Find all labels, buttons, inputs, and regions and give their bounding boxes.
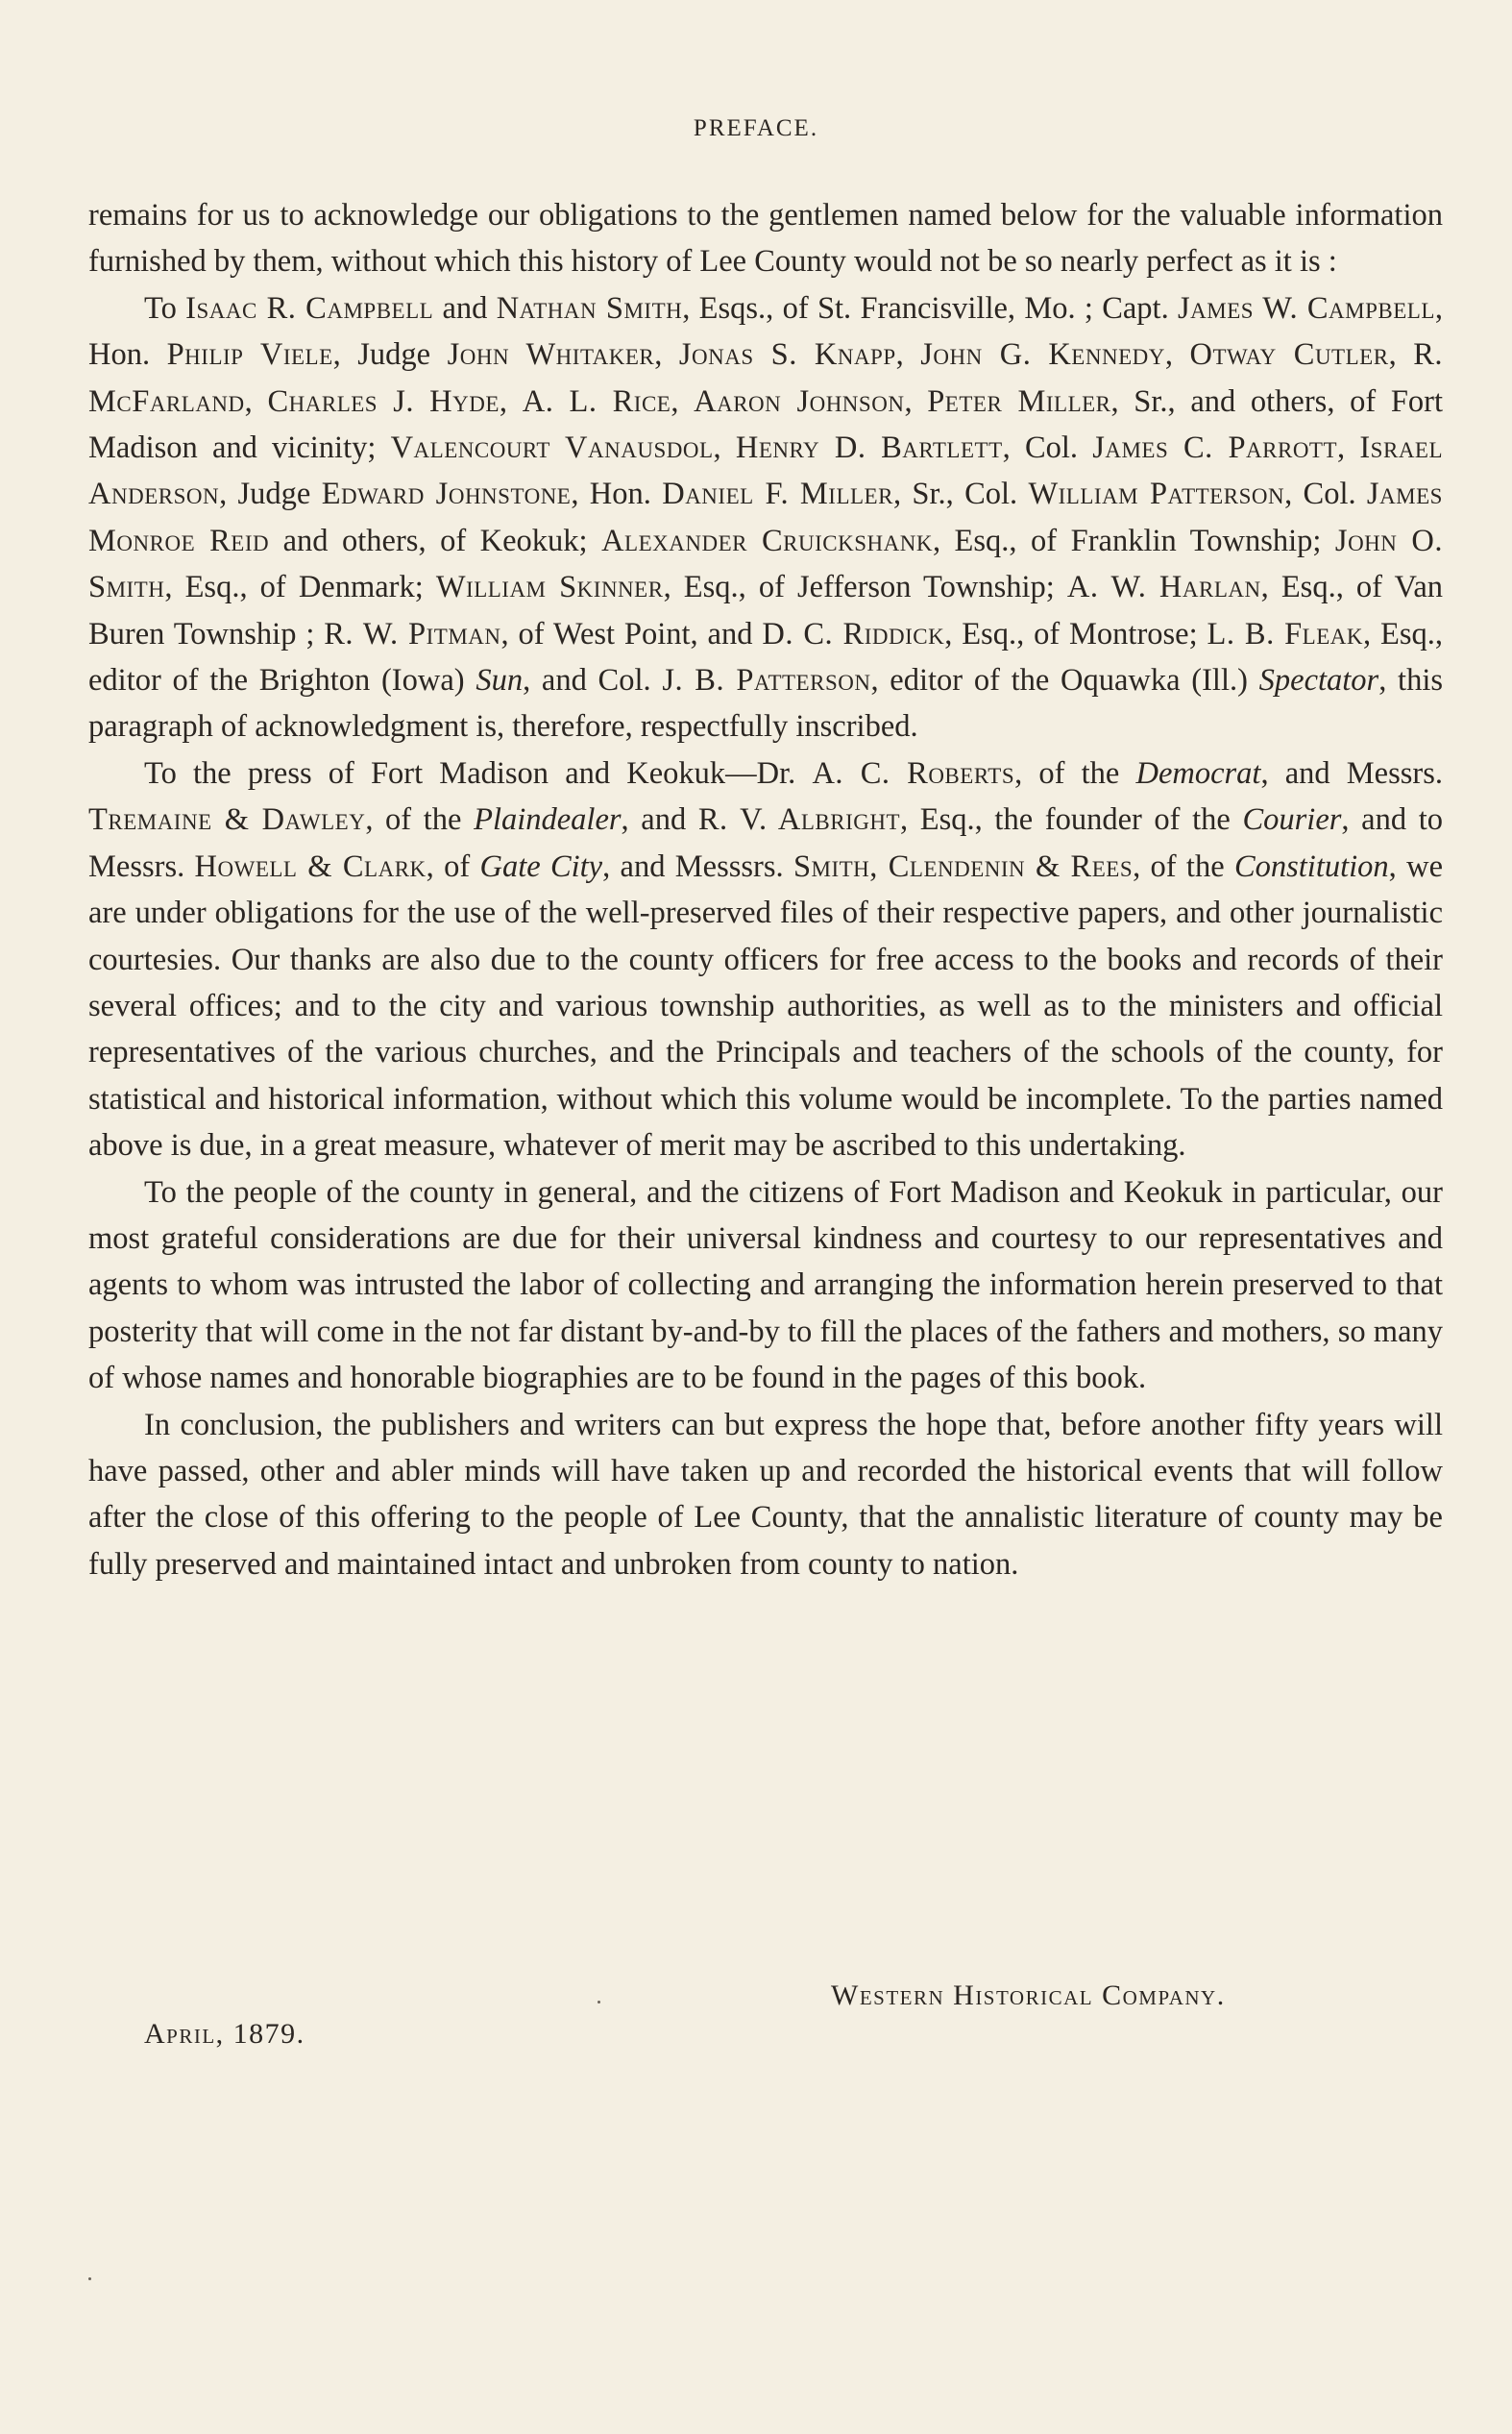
print-speck (88, 2277, 91, 2280)
text-run: To the press of Fort Madison and Keokuk—Dr. (144, 755, 813, 791)
text-run: , Esq., of Van Buren Township ; (88, 570, 1444, 652)
text-run: and (433, 290, 497, 326)
text-run: , Sr., Col. (892, 477, 1029, 512)
text-run: To (144, 290, 186, 326)
text-run: , Sr., and others, of Fort Madison and vicinity; (88, 383, 1444, 466)
preface-body (88, 192, 1443, 1587)
text-run: , Hon. (571, 477, 663, 512)
person-name: Daniel F. Miller (662, 477, 893, 512)
publisher-signature: Western Historical Company. (831, 1979, 1226, 2011)
text-run: , this paragraph of acknowledgment is, therefore, respectfully inscribed. (88, 663, 1443, 745)
text-run: , and Messsrs. (602, 848, 793, 884)
newspaper-title: Courier (1242, 802, 1342, 838)
text-run: , Judge (332, 337, 448, 373)
person-name: Isaac R. Campbell (185, 290, 434, 326)
person-name: Alexander Cruickshank (601, 523, 933, 558)
text-run: In conclusion, the publishers and writers can but express the hope that, before another fifty years will have passed, other and abler minds will have taken up and recorded the historical events that will follow after the close of this offering to the people of Lee County, that the annalistic literature of county may be fully preserved and maintained intact and unbroken from county to nation. (88, 1407, 1443, 1582)
person-name: D. C. Riddick (762, 616, 945, 652)
text-run: , we are under obligations for the use of the well-preserved files of their respective papers, and other journalistic courtesies. Our thanks are also due to the county officers for free access to the books and records of their several offices; and to the city and various township authorities, as well as to the ministers and official representatives of the various churches, and the Principals and teachers of the schools of the county, for statistical and historical information, without which this volume would be incomplete. To the parties named above is due, in a great measure, whatever of merit may be ascribed to this undertaking. (88, 848, 1443, 1164)
person-name: Nathan Smith (496, 290, 683, 326)
text-run: , and Messrs. (1260, 755, 1443, 791)
text-run: , Esq., editor of the Brighton (Iowa) (88, 616, 1443, 699)
paragraph-5 (88, 1402, 1443, 1588)
person-name: Israel Anderson (88, 430, 1444, 512)
person-name: R. V. Albright (697, 802, 901, 838)
text-run: , and (621, 802, 698, 838)
text-run: , Esq., the founder of the (900, 802, 1243, 838)
person-name: Otway Cutler (1189, 337, 1389, 373)
person-name: John O. Smith (88, 523, 1443, 605)
text-run: , (1164, 337, 1190, 373)
text-run: , (499, 383, 523, 419)
person-name: John Whitaker (447, 337, 655, 373)
newspaper-title: Spectator (1258, 663, 1379, 699)
text-run: , of the (1014, 755, 1136, 791)
text-run: , (244, 383, 268, 419)
person-name: L. B. Fleak (1207, 616, 1363, 652)
person-name: R. W. Pitman (324, 616, 501, 652)
person-name: James W. Campbell (1178, 290, 1435, 326)
text-run: , (713, 430, 736, 466)
newspaper-title: Constitution (1233, 848, 1389, 884)
date-line: April, 1879. (144, 2018, 305, 2050)
person-name: J. B. Patterson (662, 663, 871, 699)
person-name: James Monroe Reid (88, 477, 1443, 558)
text-run: , Esq., of Denmark; (164, 570, 436, 605)
newspaper-title: Democrat (1135, 755, 1261, 791)
print-speck (597, 2001, 600, 2004)
text-run: , (654, 337, 679, 373)
person-name: Peter Miller (927, 383, 1111, 419)
paragraph-4 (88, 1169, 1443, 1402)
text-run: , (895, 337, 921, 373)
person-name: Aaron Johnson (694, 383, 905, 419)
text-run: , of (426, 848, 480, 884)
text-run: , (904, 383, 928, 419)
text-run: , editor of the Oquawka (Ill.) (870, 663, 1259, 699)
text-run: , and Col. (523, 663, 663, 699)
person-name: Tremaine & Dawley (88, 802, 366, 838)
person-name: Charles J. Hyde (267, 383, 500, 419)
text-run: , Col. (1002, 430, 1093, 466)
text-run: , Judge (219, 477, 322, 512)
person-name: John G. Kennedy (920, 337, 1165, 373)
person-name: A. L. Rice (522, 383, 671, 419)
text-run: , of West Point, and (500, 616, 763, 652)
person-name: Henry D. Bartlett (735, 430, 1003, 466)
paragraph-text: remains for us to acknowledge our obligations to the gentlemen named below for the valuable information furnished by them, without which this history of Lee County would not be so nearly perfect as it is : (88, 198, 1443, 280)
person-name: William Patterson (1028, 477, 1285, 512)
person-name: A. C. Roberts (812, 755, 1015, 791)
text-run: , Hon. (88, 290, 1443, 373)
text-run: , Esqs., of St. Francisville, Mo. ; Capt. (682, 290, 1178, 326)
person-name: Philip Viele (166, 337, 333, 373)
person-name: James C. Parrott (1092, 430, 1338, 466)
person-name: A. W. Harlan (1066, 570, 1261, 605)
page-title: PREFACE. (693, 115, 819, 141)
person-name: Jonas S. Knapp (678, 337, 896, 373)
newspaper-title: Gate City (479, 848, 603, 884)
person-name: R. McFarland (88, 337, 1443, 419)
person-name: Smith, Clendenin & Rees (793, 848, 1134, 884)
text-run: , Esq., of Franklin Township; (932, 523, 1335, 558)
text-run: , (1388, 337, 1414, 373)
person-name: Howell & Clark (194, 848, 427, 884)
person-name: Edward Johnstone (321, 477, 572, 512)
paragraph-3 (88, 750, 1443, 1169)
text-run: , of the (1133, 848, 1234, 884)
paragraph-2 (88, 285, 1443, 750)
text-run: , Col. (1284, 477, 1367, 512)
person-name: William Skinner (435, 570, 664, 605)
text-run: , (671, 383, 695, 419)
text-run: , (1337, 430, 1360, 466)
text-run: and others, of Keokuk; (269, 523, 602, 558)
text-run: , Esq., of Montrose; (944, 616, 1207, 652)
person-name: Valencourt Vanausdol (390, 430, 714, 466)
newspaper-title: Plaindealer (474, 802, 622, 838)
text-run: , of the (365, 802, 475, 838)
paragraph-1 (88, 192, 1443, 285)
text-run: , and to Messrs. (88, 802, 1443, 884)
text-run: , Esq., of Jefferson Township; (663, 570, 1067, 605)
text-run: To the people of the county in general, and the citizens of Fort Madison and Keokuk in particular, our most grateful considerations are due for their universal kindness and courtesy to our representatives and agents to whom was intrusted the labor of collecting and arranging the information herein preserved to that posterity that will come in the not far distant by-and-by to fill the places of the fathers and mothers, so many of whose names and honorable biographies are to be found in the pages of this book. (88, 1174, 1443, 1396)
newspaper-title: Sun (476, 663, 524, 699)
